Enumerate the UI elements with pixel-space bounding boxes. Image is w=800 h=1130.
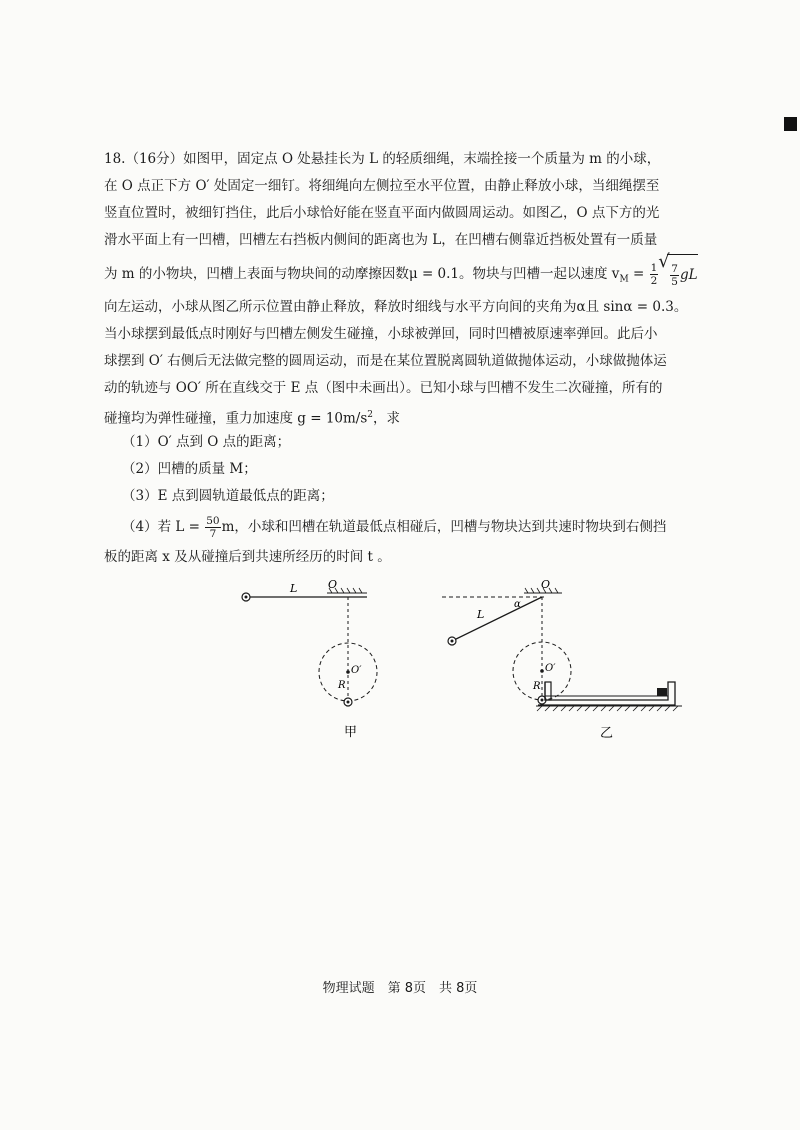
problem-line-7: 当小球摆到最低点时刚好与凹槽左侧发生碰撞，小球被弹回，同时凹槽被原速率弹回。此后小	[104, 326, 658, 342]
ask-text: ，求	[373, 410, 401, 427]
caption-b: 乙	[600, 726, 614, 741]
problem-line-9: 动的轨迹与 OO′ 所在直线交于 E 点（图中未画出）。已知小球与凹槽不发生二次碰撞，所有的	[104, 380, 663, 396]
small-block	[657, 688, 667, 696]
nail-point-b	[540, 669, 544, 673]
label-o-b: O	[541, 578, 551, 591]
problem-line-2: 在 O 点正下方 O′ 处固定一细钉。将细绳向左侧拉至水平位置，由静止释放小球，当细绳摆至	[104, 178, 660, 194]
question-2: （2）凹槽的质量 M；	[122, 461, 257, 477]
nail-point	[346, 670, 350, 674]
label-alpha: α	[514, 599, 521, 610]
root-fraction	[670, 263, 679, 288]
left-baffle	[545, 682, 551, 700]
label-o-prime-b: O′	[545, 663, 556, 674]
corner-registration-mark	[784, 117, 797, 131]
figure-b	[442, 578, 682, 741]
label-o: O	[328, 578, 338, 591]
problem-line-8: 球摆到 O′ 右侧后无法做完整的圆周运动，而是在某位置脱离圆轨道做抛体运动，小球做抛体运	[104, 353, 667, 369]
problem-line-10	[104, 402, 704, 429]
root-denominator: 5	[671, 276, 678, 288]
velocity-subscript: M	[619, 274, 629, 285]
question-4	[104, 510, 704, 544]
label-r-b: R	[533, 681, 541, 692]
problem-line-1: 18.（16分）如图甲，固定点 O 处悬挂长为 L 的轻质细绳，末端拴接一个质量为 m 的小球，	[104, 151, 661, 167]
label-l: L	[290, 582, 298, 595]
problem-line-6: 向左运动，小球从图乙所示位置由静止释放，释放时细线与水平方向间的夹角为α且 sinα = 0.3。	[104, 299, 688, 315]
question-4-text: m，小球和凹槽在轨道最低点相碰后，凹槽与物块达到共速时物块到右侧挡	[221, 519, 667, 535]
groove	[538, 682, 675, 705]
half-denominator: 2	[650, 275, 658, 287]
question-1: （1）O′ 点到 O 点的距离；	[122, 434, 291, 450]
problem-line-5	[104, 254, 704, 294]
label-r: R	[338, 680, 346, 691]
question-4-continuation: 板的距离 x 及从碰撞后到共速所经历的时间 t 。	[104, 549, 391, 565]
length-denominator: 7	[209, 528, 217, 540]
equals-sign: =	[628, 266, 649, 282]
question-3: （3）E 点到圆轨道最低点的距离；	[122, 488, 334, 504]
half-fraction	[650, 262, 659, 287]
figure-a	[242, 578, 377, 740]
problem-18	[104, 146, 704, 571]
page-footer: 物理试题 第 8页 共 8页	[322, 981, 478, 996]
gl-term: gL	[679, 267, 698, 283]
gravity-exponent: 2	[367, 410, 374, 420]
figures	[232, 578, 614, 758]
half-numerator: 1	[650, 262, 658, 274]
length-fraction	[205, 515, 220, 540]
problem-line-3: 竖直位置时，被细钉挡住，此后小球恰好能在竖直平面内做圆周运动。如图乙，O 点下方的光	[104, 205, 660, 221]
gravity-text: 碰撞均为弹性碰撞，重力加速度 g = 10m/s	[104, 410, 368, 427]
label-o-prime: O′	[351, 665, 362, 676]
inclined-string	[452, 597, 542, 641]
label-l-b: L	[477, 608, 485, 621]
caption-a: 甲	[344, 725, 358, 740]
problem-line-4: 滑水平面上有一凹槽，凹槽左右挡板内侧间的距离也为 L，在凹槽右侧靠近挡板处置有一质量	[104, 232, 658, 248]
question-4-prefix: （4）若 L =	[122, 519, 205, 535]
friction-text: 为 m 的小物块，凹槽上表面与物块间的动摩擦因数μ = 0.1。物块与凹槽一起以速度 v	[104, 266, 620, 282]
length-numerator: 50	[206, 515, 220, 527]
root-numerator: √ 7	[671, 263, 678, 275]
ground-hatch	[537, 706, 678, 711]
velocity-root	[667, 254, 697, 295]
